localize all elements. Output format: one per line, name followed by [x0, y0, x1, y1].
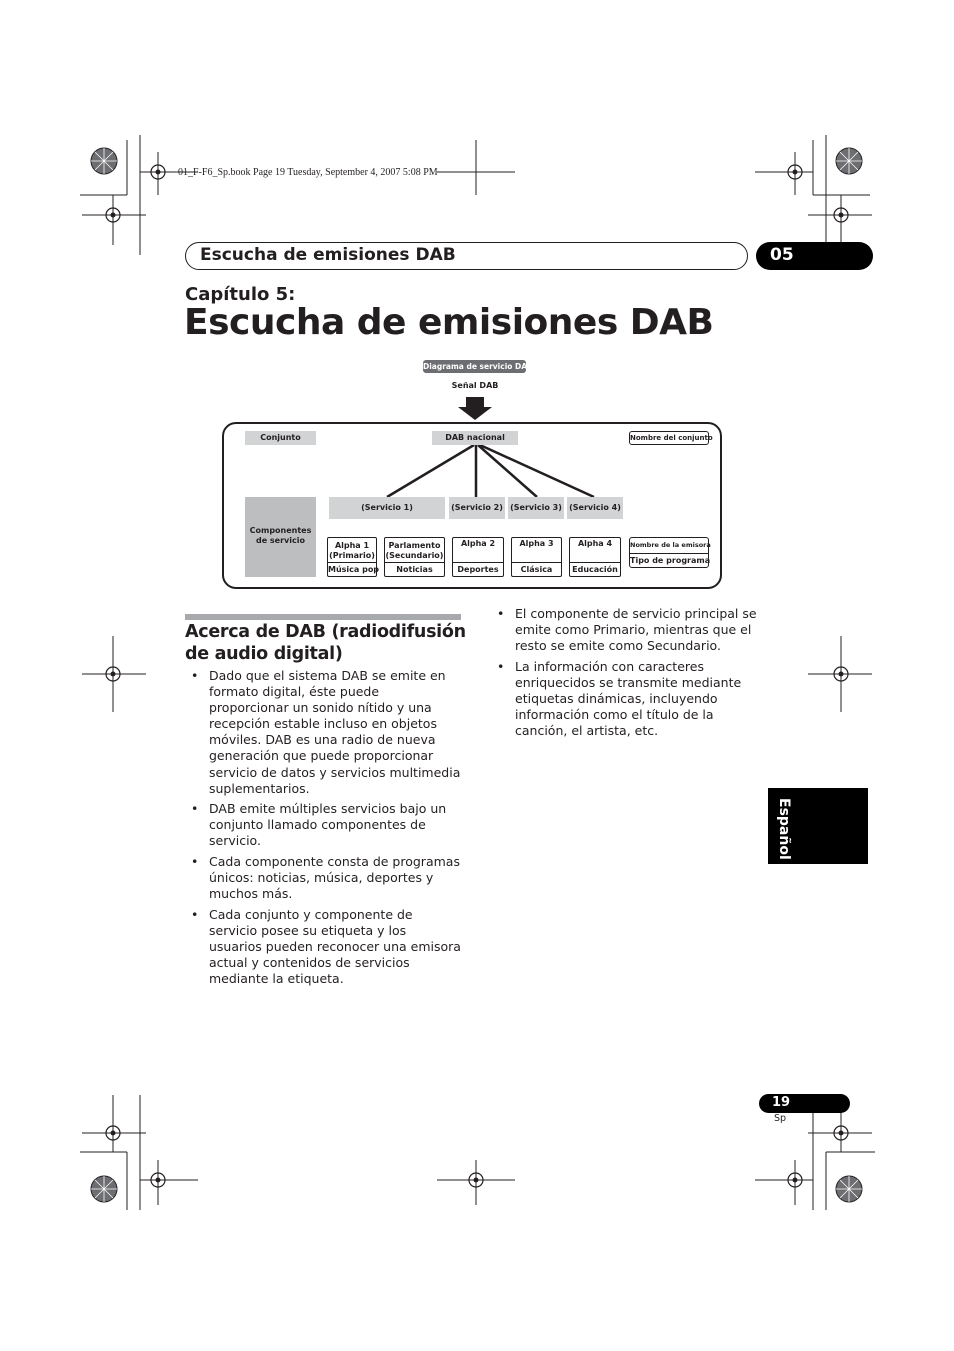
bullet-icon: • — [497, 606, 505, 621]
national-dab-label: DAB nacional — [432, 431, 518, 445]
bullet-icon: • — [191, 801, 199, 817]
station-card — [511, 537, 562, 577]
station-name: Alpha 3 — [512, 538, 561, 563]
list-item: • La información con caracteres enriquecidos se transmite mediante etiquetas dinámicas, incluyendo información como el título de la canción, el artista, etc. — [497, 658, 742, 739]
chapter-label: Capítulo 5: — [185, 284, 296, 305]
station-name: Parlamento (Secundario) — [385, 538, 444, 563]
ensemble-name-legend: Nombre del conjunto — [629, 431, 709, 445]
right-column — [492, 606, 767, 744]
station-genre: Clásica — [520, 565, 553, 574]
list-item: • El componente de servicio principal se emite como Primario, mientras que el resto se emite como Secundario. — [497, 606, 757, 654]
legend-station-name: Nombre de la emisora — [630, 538, 708, 554]
service-1-label: (Servicio 1) — [329, 497, 445, 519]
diagram-caption: Diagrama de servicio DAB — [423, 362, 533, 371]
bullet-icon: • — [191, 906, 199, 922]
list-item: • Cada componente consta de programas únicos: noticias, música, deportes y muchos más. — [191, 854, 460, 902]
language-tab-label: Español — [776, 798, 792, 860]
bullet-icon: • — [497, 658, 505, 674]
section-rule — [185, 614, 461, 620]
station-card — [384, 537, 445, 577]
service-4-label: (Servicio 4) — [567, 497, 623, 519]
bullet-icon: • — [191, 668, 199, 683]
station-genre: Noticias — [396, 565, 433, 574]
section-title: Acerca de DAB (radiodifusión de audio digital) — [185, 622, 466, 664]
station-name: Alpha 4 — [570, 538, 620, 563]
list-item: • DAB emite múltiples servicios bajo un conjunto llamado componentes de servicio. — [191, 801, 447, 849]
station-card — [569, 537, 621, 577]
bullet-list — [492, 606, 767, 739]
service-components-label: Componentes de servicio — [245, 497, 316, 577]
station-name: Alpha 2 — [453, 538, 503, 563]
page-number: 19 — [772, 1095, 791, 1110]
station-card — [452, 537, 504, 577]
chapter-number: 05 — [770, 245, 794, 265]
station-genre: Educación — [572, 565, 618, 574]
station-genre: Música pop — [328, 565, 380, 574]
print-header: 01_F-F6_Sp.book Page 19 Tuesday, September 4, 2007 5:08 PM — [178, 167, 438, 178]
dab-signal-label: Señal DAB — [451, 381, 499, 390]
bullet-icon: • — [191, 854, 199, 870]
station-legend — [629, 537, 709, 568]
chapter-title: Escucha de emisiones DAB — [184, 302, 714, 343]
station-genre: Deportes — [457, 565, 499, 574]
bullet-list — [186, 668, 462, 987]
signal-arrow-icon — [458, 397, 492, 420]
running-header-title: Escucha de emisiones DAB — [200, 245, 456, 265]
station-name: Alpha 1 (Primario) — [328, 538, 376, 563]
service-3-label: (Servicio 3) — [508, 497, 564, 519]
list-item: • Dado que el sistema DAB se emite en formato digital, éste puede proporcionar un sonido nítido y una recepción estable incluso en objetos móviles. DAB es una radio de nueva generación que puede proporcionar servicio de datos y servicios multimedia suplementarios. — [191, 668, 461, 796]
legend-program-type: Tipo de programa — [630, 556, 711, 565]
list-item: • Cada conjunto y componente de servicio posee su etiqueta y los usuarios pueden reconocer una emisora actual y contenidos de servicios mediante la etiqueta. — [191, 906, 461, 987]
station-card — [327, 537, 380, 577]
left-column — [186, 668, 462, 992]
ensemble-label: Conjunto — [245, 431, 316, 445]
service-2-label: (Servicio 2) — [449, 497, 505, 519]
page-language: Sp — [774, 1113, 787, 1124]
